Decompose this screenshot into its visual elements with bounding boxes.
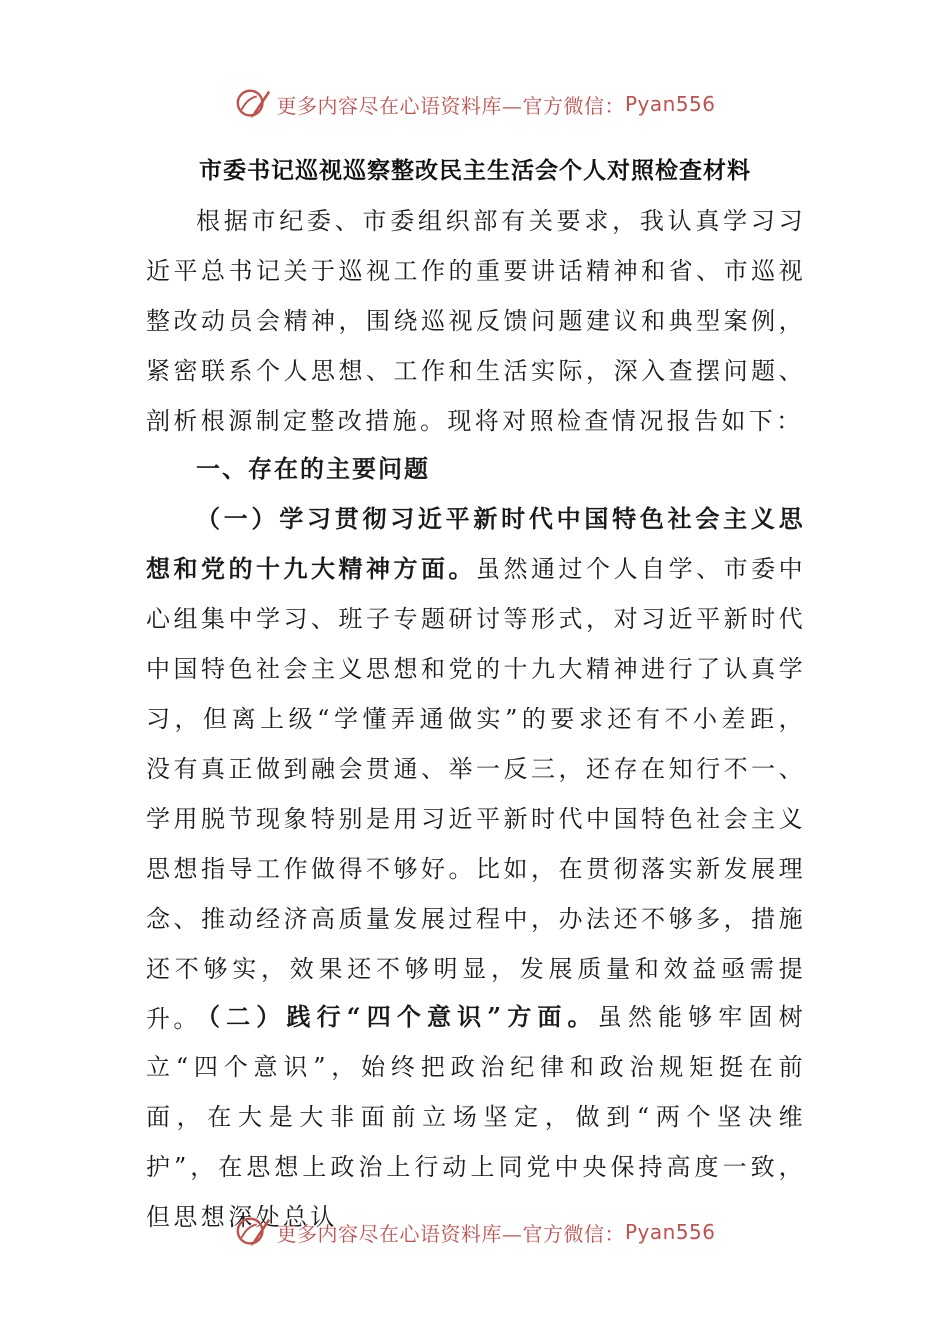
item-1-paragraph bbox=[146, 494, 806, 1044]
header-watermark bbox=[0, 84, 950, 124]
pen-logo-icon bbox=[234, 85, 272, 123]
item-1-body: 虽然通过个人自学、市委中心组集中学习、班子专题研讨等形式，对习近平新时代中国特色社会主义思想和党的十九大精神进行了认真学习，但离上级“学懂弄通做实”的要求还有不小差距，没有真正做到融会贯通、举一反三，还存在知行不一、学用脱节现象特别是用习近平新时代中国特色社会主义思想指导工作做得不够好。比如，在贯彻落实新发展理念、推动经济高质量发展过程中，办法还不够多，措施还不够实，效果还不够明显，发展质量和效益亟需提升。 bbox=[146, 555, 806, 1033]
intro-paragraph: 根据市纪委、市委组织部有关要求，我认真学习习近平总书记关于巡视工作的重要讲话精神和省、市巡视整改动员会精神，围绕巡视反馈问题建议和典型案例，紧密联系个人思想、工作和生活实际，深入查摆问题、剖析根源制定整改措施。现将对照检查情况报告如下： bbox=[146, 207, 806, 435]
watermark-wechat-id: Pyan556 bbox=[624, 1220, 716, 1244]
item-2-paragraph bbox=[146, 992, 806, 1242]
watermark-text: 更多内容尽在心语资料库—官方微信： bbox=[276, 93, 625, 118]
pen-logo-icon bbox=[234, 1213, 272, 1251]
item-1-heading: （一）学习贯彻习近平新时代中国特色社会主义思想和党的十九大精神方面。 bbox=[146, 504, 806, 583]
watermark-text: 更多内容尽在心语资料库—官方微信： bbox=[276, 1221, 625, 1246]
document-title: 市委书记巡视巡察整改民主生活会个人对照检查材料 bbox=[199, 157, 751, 184]
section-heading-problems: 一、存在的主要问题 bbox=[196, 454, 430, 483]
item-2-body: 虽然能够牢固树立“四个意识”，始终把政治纪律和政治规矩挺在前面，在大是大非面前立场坚定，做到“两个坚决维护”，在思想上政治上行动上同党中央保持高度一致，但思想深处总认 bbox=[146, 1003, 806, 1231]
footer-watermark bbox=[0, 1212, 950, 1252]
item-2-heading: （二）践行“四个意识”方面。 bbox=[196, 1002, 598, 1031]
watermark-wechat-id: Pyan556 bbox=[624, 92, 716, 116]
